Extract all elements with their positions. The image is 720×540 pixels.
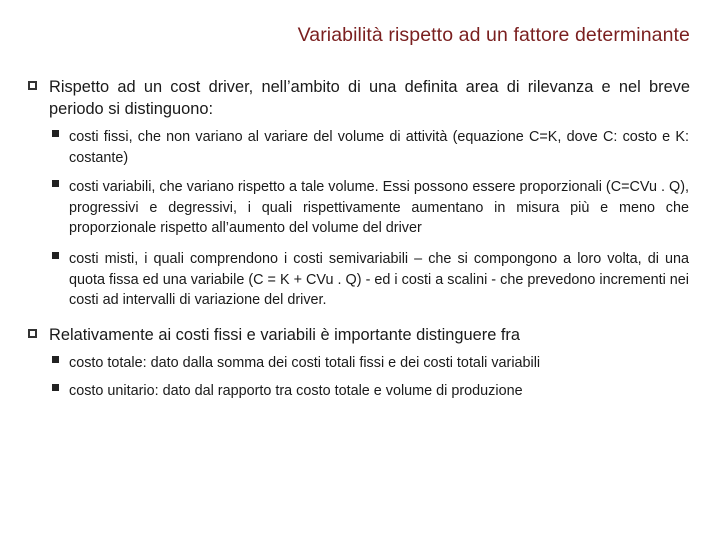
square-sub-bullet-icon <box>52 356 59 363</box>
slide-title: Variabilità rispetto ad un fattore determinante <box>297 24 690 46</box>
bullet-text: Rispetto ad un cost driver, nell’ambito di una definita area di rilevanza e nel breve periodo si distinguono: <box>49 78 690 118</box>
square-sub-bullet-icon <box>52 130 59 137</box>
square-sub-bullet-icon <box>52 252 59 259</box>
sub-bullet-costi-misti <box>52 249 689 311</box>
sub-bullet-text: costo totale: dato dalla somma dei costi totali fissi e dei costi totali variabili <box>69 355 541 371</box>
square-bullet-icon <box>28 329 37 338</box>
sub-bullet-text: costi misti, i quali comprendono i costi semivariabili – che si compongono a loro volta, di una quota fissa ed una variabile (C = K + CVu . Q) - ed i costi a scalini - che prevedono incrementi nei costi ad intervalli di variazione del driver. <box>69 251 689 308</box>
square-bullet-icon <box>28 81 37 90</box>
sub-bullet-costi-fissi <box>52 127 689 168</box>
sub-bullet-text: costi fissi, che non variano al variare del volume di attività (equazione C=K, dove C: costo e K: costante) <box>69 129 689 166</box>
sub-bullet-text: costi variabili, che variano rispetto a tale volume. Essi possono essere proporzionali (C=CVu . Q), progressivi e degressivi, i quali rispettivamente aumentano in misura più e meno che proporzionale rispetto all’aumento del volume del driver <box>69 179 689 236</box>
sub-bullet-costi-variabili <box>52 177 689 239</box>
sub-bullet-costo-unitario <box>52 381 689 402</box>
sub-bullet-text: costo unitario: dato dal rapporto tra costo totale e volume di produzione <box>69 383 523 399</box>
bullet-costi-fissi-variabili <box>28 324 690 346</box>
square-sub-bullet-icon <box>52 384 59 391</box>
bullet-cost-driver <box>28 76 690 120</box>
sub-bullet-costo-totale <box>52 353 689 374</box>
square-sub-bullet-icon <box>52 180 59 187</box>
bullet-text: Relativamente ai costi fissi e variabili è importante distinguere fra <box>49 326 520 344</box>
